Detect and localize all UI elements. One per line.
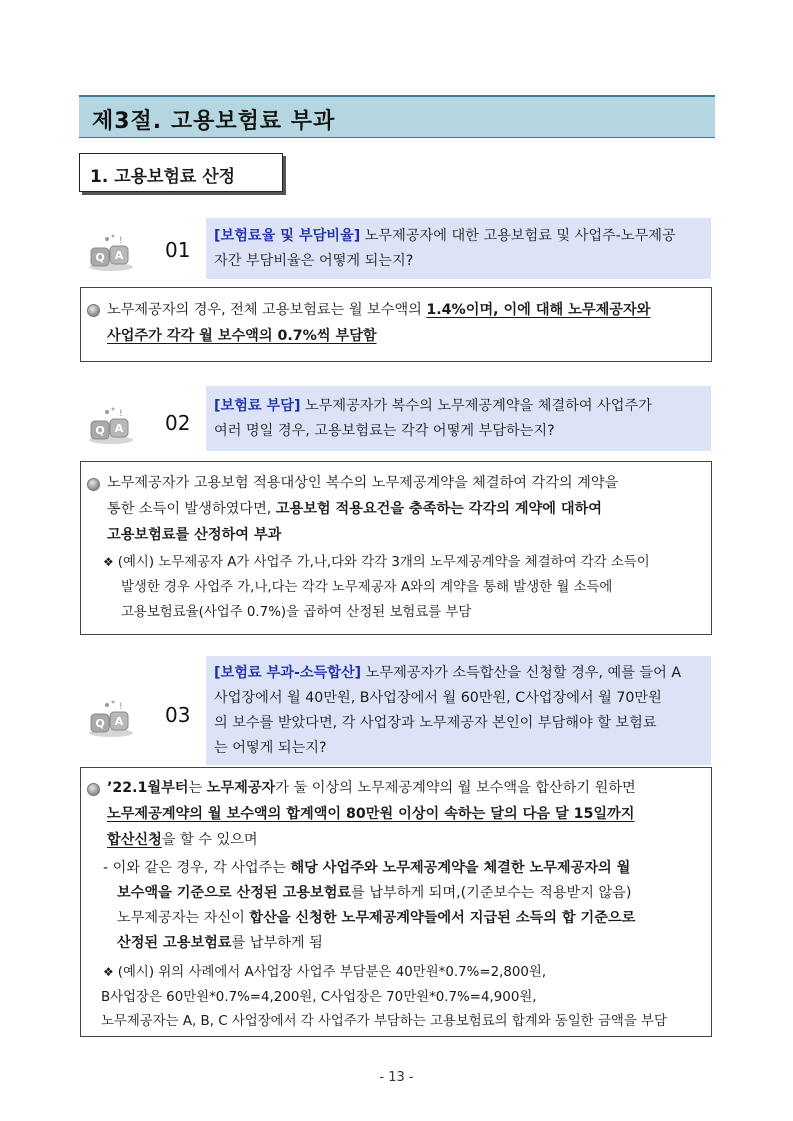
svg-text:A: A — [114, 715, 124, 728]
question-text-line: 는 어떻게 되는지? — [214, 740, 327, 756]
answer-box — [80, 287, 712, 362]
svg-text:A: A — [114, 249, 124, 262]
answer-line: 노무제공자가 고용보험 적용대상인 복수의 노무제공계약을 체결하여 각각의 계약을 — [107, 475, 619, 491]
answer-box — [80, 461, 712, 635]
question-text-line: [보험료 부담] 노무제공자가 복수의 노무제공계약을 체결하여 사업주가 — [214, 398, 652, 414]
question-tag: [보험료 부담] — [214, 398, 301, 414]
question-text-line: 여러 명일 경우, 고용보험료는 각각 어떻게 부담하는지? — [214, 423, 555, 439]
question-box — [206, 218, 711, 279]
question-box — [206, 656, 711, 765]
example-line: ❖ (예시) 노무제공자 A가 사업주 가,나,다와 각각 3개의 노무제공계약을 체결하여 각각 소득이 — [103, 555, 650, 570]
qa-icon — [85, 698, 137, 738]
svg-text:!: ! — [119, 409, 123, 419]
detail-line: 보수액을 기준으로 산정된 고용보험료를 납부하게 되며,(기준보수는 적용받지 않음) — [117, 885, 632, 901]
diamond-icon: ❖ — [103, 965, 114, 979]
question-tag: [보험료 부과-소득합산] — [214, 665, 362, 681]
svg-text:!: ! — [119, 702, 123, 712]
qa-icon — [85, 232, 137, 272]
question-text-line: 의 보수를 받았다면, 각 사업장과 노무제공자 본인이 부담해야 할 보험료 — [214, 715, 657, 731]
example-line: 고용보험료율(사업주 0.7%)을 곱하여 산정된 보험료를 부담 — [121, 605, 472, 620]
question-number: 02 — [165, 411, 191, 435]
question-number: 03 — [165, 703, 191, 727]
detail-line: 산정된 고용보험료를 납부하게 됨 — [117, 935, 323, 951]
bullet-icon — [87, 304, 100, 317]
diamond-icon: ❖ — [103, 555, 114, 569]
detail-line: 노무제공자는 자신이 합산을 신청한 노무제공계약들에서 지급된 소득의 합 기준으로 — [117, 910, 636, 926]
question-text-line: 사업장에서 월 40만원, B사업장에서 월 60만원, C사업장에서 월 70만원 — [214, 690, 662, 706]
question-number: 01 — [165, 238, 191, 262]
question-text-line: [보험료 부과-소득합산] 노무제공자가 소득합산을 신청할 경우, 예를 들어 A — [214, 665, 682, 681]
example-line: B사업장은 60만원*0.7%=4,200원, C사업장은 70만원*0.7%=4,900원, — [101, 990, 537, 1005]
answer-box — [80, 767, 712, 1037]
answer-line: 노무제공계약의 월 보수액의 합계액이 80만원 이상이 속하는 달의 다음 달 15일까지 — [107, 806, 635, 822]
page-number: - 13 - — [379, 1070, 414, 1085]
svg-text:Q: Q — [95, 717, 105, 730]
question-box — [206, 386, 711, 451]
bullet-icon — [87, 783, 100, 796]
detail-line: - 이와 같은 경우, 각 사업주는 해당 사업주와 노무제공계약을 체결한 노무제공자의 월 — [103, 860, 631, 876]
question-tag: [보험료율 및 부담비율] — [214, 228, 361, 244]
answer-line: ’22.1월부터는 노무제공자가 둘 이상의 노무제공계약의 월 보수액을 합산하기 원하면 — [107, 780, 636, 796]
answer-line: 노무제공자의 경우, 전체 고용보험료는 월 보수액의 1.4%이며, 이에 대해 노무제공자와 — [107, 302, 651, 318]
svg-text:Q: Q — [95, 251, 105, 264]
answer-line: 고용보험료를 산정하여 부과 — [107, 527, 282, 543]
answer-line: 통한 소득이 발생하였다면, 고용보험 적용요건을 충족하는 각각의 계약에 대하여 — [107, 501, 603, 517]
svg-text:!: ! — [119, 236, 123, 246]
svg-text:Q: Q — [95, 424, 105, 437]
answer-line: 사업주가 각각 월 보수액의 0.7%씩 부담함 — [107, 328, 377, 344]
example-line: ❖ (예시) 위의 사례에서 A사업장 사업주 부담분은 40만원*0.7%=2,800원, — [103, 965, 547, 980]
example-line: 노무제공자는 A, B, C 사업장에서 각 사업주가 부담하는 고용보험료의 합계와 동일한 금액을 부담 — [101, 1014, 667, 1029]
question-text-line: [보험료율 및 부담비율] 노무제공자에 대한 고용보험료 및 사업주-노무제공 — [214, 228, 676, 244]
svg-text:A: A — [114, 422, 124, 435]
bullet-icon — [87, 478, 100, 491]
answer-line: 합산신청을 할 수 있으며 — [107, 832, 258, 848]
qa-icon — [85, 405, 137, 445]
question-text-line: 자간 부담비율은 어떻게 되는지? — [214, 253, 414, 269]
example-line: 발생한 경우 사업주 가,나,다는 각각 노무제공자 A와의 계약을 통해 발생한 월 소득에 — [121, 580, 613, 595]
subsection-title: 1. 고용보험료 산정 — [79, 153, 283, 192]
section-title: 제3절. 고용보험료 부과 — [79, 95, 715, 138]
